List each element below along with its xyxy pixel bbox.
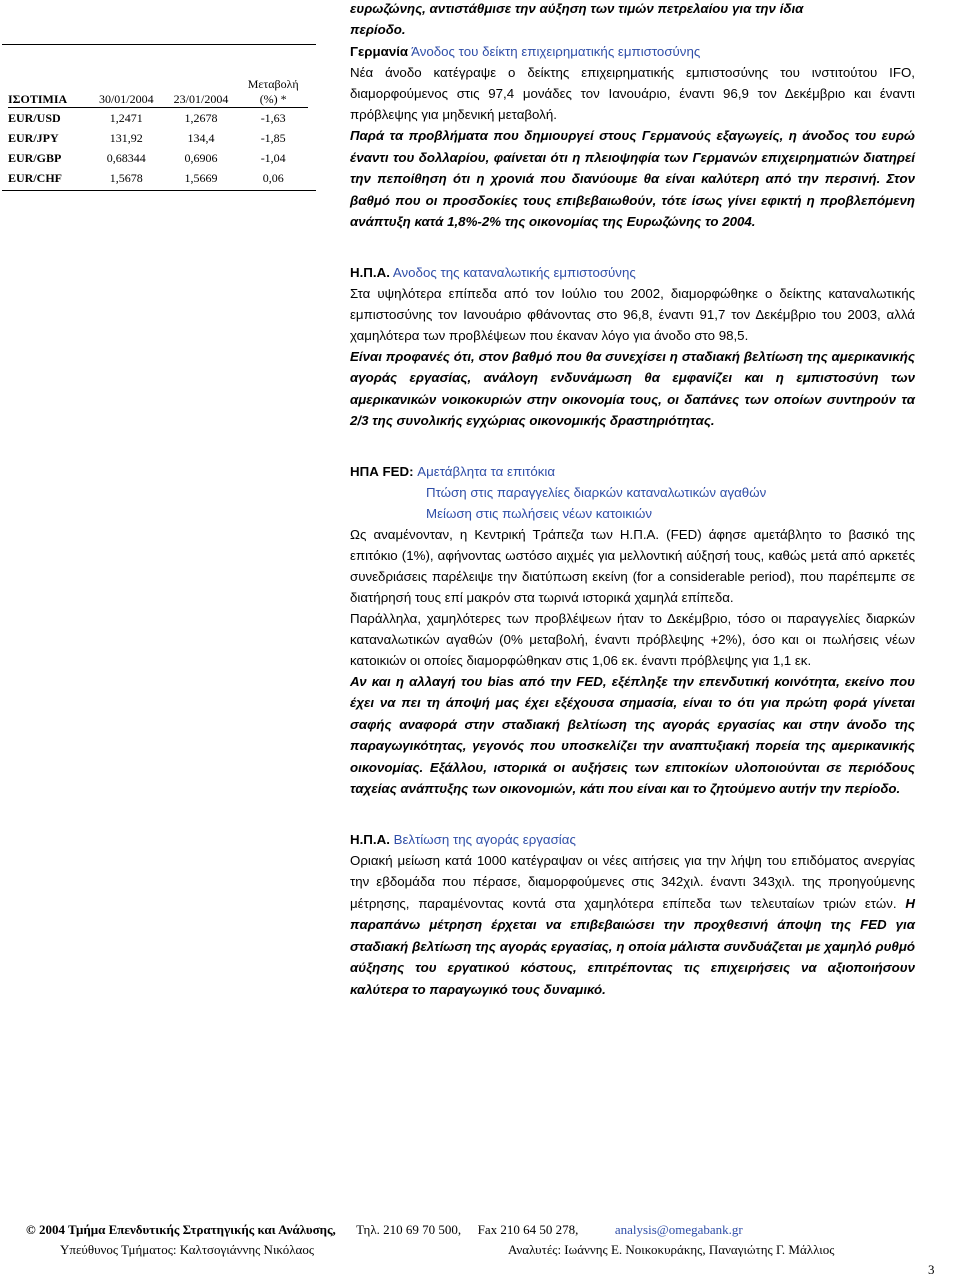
value-cell: 1,2471: [109, 110, 143, 125]
germany-heading: [350, 41, 915, 62]
pair-cell: EUR/JPY: [8, 130, 59, 145]
fx-rates-table: [8, 77, 308, 188]
usa-consumer-commentary: Είναι προφανές ότι, στον βαθμό που θα συνεχίσει η σταδιακή βελτίωση της αμερικανικής αγοράς εργασίας, ανάλογη ενδυνάμωση θα εμφανίζει και η εμπιστοσύνη των αμερικανικών νοικοκυριών στην οικονομία τους, οι δαπάνες των οποίων συντηρούν τα 2/3 της συνολικής εγχώριας οικονομικής δραστηριότητας.: [350, 348, 915, 428]
usa-fed-heading: [350, 461, 915, 482]
footer-copyright: © 2004 Τμήμα Επενδυτικής Στρατηγικής και Ανάλυσης,: [26, 1222, 336, 1237]
article-column: [350, 0, 915, 1000]
value-cell: 1,2678: [184, 110, 218, 125]
usa-consumer-heading: [350, 262, 915, 283]
usa-labor-heading: [350, 829, 915, 850]
usa-fed-label: ΗΠΑ FED:: [350, 463, 414, 479]
usa-consumer-headline: Ανοδος της καταναλωτικής εμπιστοσύνης: [392, 264, 636, 280]
value-cell: 134,4: [187, 130, 215, 145]
value-cell: 0,68344: [106, 150, 146, 165]
usa-consumer-body: Στα υψηλότερα επίπεδα από τον Ιούλιο του 2002, διαμορφώθηκε ο δείκτης καταναλωτικής εμπιστοσύνης τον Ιανουάριο φθάνοντας στο 96,8, έναντι 91,7 τον Δεκέμβριο του 2003, αλλά χαμηλότερα των προβλέψεων που έκαναν λόγο για άνοδο στο 98,5.: [350, 285, 915, 343]
change-cell: 0,06: [262, 170, 284, 185]
intro-line-1: ευρωζώνης, αντιστάθμισε την αύξηση των τιμών πετρελαίου για την ίδια: [350, 1, 804, 16]
usa-fed-body-1: Ως αναμένονταν, η Κεντρική Τράπεζα των Η.Π.Α. (FED) άφησε αμετάβλητο το βασικό της επιτόκιο (1%), αφήνοντας ωστόσο αιχμές για μελλοντική αύξησή τους, καθώς μετά από αρκετές συνεδριάσεις παρέλειψε την διατύπωση εκείνη (for a considerable period), που παρέπεμπε σε διατήρησή τους επί μακρόν στα τωρινά ιστορικά χαμηλά επίπεδα.: [350, 526, 915, 605]
pair-cell: EUR/CHF: [8, 170, 62, 185]
table-row: [8, 128, 308, 148]
footer-analysts: Αναλυτές: Ιωάννης Ε. Νοικοκυράκης, Παναγιώτης Γ. Μάλλιος: [508, 1242, 835, 1257]
usa-labor-commentary: Η παραπάνω μέτρηση έρχεται να επιβεβαιώσει την προχθεσινή άποψη της FED για σταδιακή βελτίωση της αγοράς εργασίας, η οποία μάλιστα συνδυάζεται με χαμηλό ρυθμό αύξησης του εργατικού κόστους, επιτρέποντας τις επιχειρήσεις να αξιοποιήσουν καλύτερα το παραγωγικό τους δυναμικό.: [350, 895, 915, 997]
usa-fed-commentary: Αν και η αλλαγή του bias από την FED, εξέπληξε την επενδυτική κοινότητα, εκείνο που έχει να πει τη άποψή μας έχει εξέχουσα σημασία, είναι το ότι για πρώτη φορά γίνεται σαφής αναφορά στην σταδιακή βελτίωση της αγοράς εργασίας και στην άνοδο της παραγωγικότητας, γεγονός που υποσκελίζει την αναπτυξιακή πορεία της αμερικανικής οικονομίας. Εξάλλου, ιστορικά οι αυξήσεις των επιτοκίων υλοποιούνται σε περιόδους ταχείας ανάπτυξης των οικονομιών, κάτι που είναι και το ζητούμενο αυτήν την περίοδο.: [350, 673, 915, 796]
usa-fed-headline-2: Πτώση στις παραγγελίες διαρκών καταναλωτικών αγαθών: [426, 484, 767, 500]
usa-fed-headline-1: Αμετάβλητα τα επιτόκια: [417, 463, 556, 479]
germany-body: Νέα άνοδο κατέγραψε ο δείκτης επιχειρηματικής εμπιστοσύνης του ινστιτούτου IFO, διαμορφούμενος στις 97,4 μονάδες τον Ιανουάριο, έναντι 96,9 τον Δεκέμβριο και έναντι πρόβλεψης για μηδενική μεταβολή.: [350, 65, 915, 122]
footer-fax: Fax 210 64 50 278,: [477, 1222, 579, 1237]
value-cell: 1,5678: [109, 170, 143, 185]
col-header-date2: 23/01/2004: [164, 77, 239, 108]
germany-commentary: Παρά τα προβλήματα που δημιουργεί στους Γερμανούς εξαγωγείς, η άνοδος του ευρώ έναντι του δολλαρίου, φαίνεται ότι η πλειοψηφία των Γερμανών επιχειρηματιών διατηρεί την πεποίθηση ότι η χρονιά που διανύουμε θα είναι καλύτερη από την περσινή. Στον βαθμό που οι προσδοκίες τους επιβεβαιωθούν, τότε ίσως γίνει εφικτή η προβλεπόμενη ανάπτυξη κατά 1,8%-2% της οικονομίας της Ευρωζώνης το 2004.: [350, 128, 915, 229]
pair-cell: EUR/GBP: [8, 150, 62, 165]
page-number: 3: [928, 1262, 935, 1277]
change-cell: -1,63: [260, 110, 286, 125]
col-header-date1: 30/01/2004: [89, 77, 164, 108]
footer-email-link[interactable]: analysis@omegabank.gr: [614, 1222, 743, 1237]
germany-label: Γερμανία: [350, 44, 409, 59]
col-header-change-line2: (%) *: [259, 92, 287, 106]
usa-labor-headline: Βελτίωση της αγοράς εργασίας: [393, 831, 576, 847]
usa-labor-body: Οριακή μείωση κατά 1000 κατέγραψαν οι νέες αιτήσεις για την λήψη του επιδόματος ανεργίας την εβδομάδα που πέρασε, διαμορφούμενες στις 342χιλ. έναντι 343χιλ. της προηγούμενης μέτρησης, παραμένοντας κοντά στα χαμηλότερα επίπεδα των τελευταίων τριών ετών.: [350, 852, 915, 911]
change-cell: -1,85: [260, 130, 286, 145]
footer-line-1: [26, 1222, 743, 1238]
value-cell: 0,6906: [184, 150, 218, 165]
germany-headline: Άνοδος του δείκτη επιχειρηματικής εμπιστοσύνης: [411, 44, 701, 59]
usa-fed-body-2: Παράλληλα, χαμηλότερες των προβλέψεων ήταν το Δεκέμβριο, τόσο οι παραγγελίες διαρκών καταναλωτικών αγαθών (0% μεταβολή, έναντι πρόβλεψης +2%), όσο και οι πωλήσεις νέων κατοικιών οι οποίες διαμορφώθηκαν στις 1,06 εκ. έναντι πρόβλεψης για 1,1 εκ.: [350, 610, 915, 668]
change-cell: -1,04: [260, 150, 286, 165]
usa-labor-paragraph: [350, 850, 915, 1001]
table-header-row: [8, 77, 308, 108]
value-cell: 131,92: [109, 130, 143, 145]
footer-phone: Τηλ. 210 69 70 500,: [356, 1222, 462, 1237]
table-row: [8, 148, 308, 168]
footer-head: Υπεύθυνος Τμήματος: Καλτσογιάννης Νικόλαος: [60, 1242, 314, 1257]
fx-rates-panel: [2, 44, 316, 191]
table-row: [8, 108, 308, 129]
table-row: [8, 168, 308, 188]
usa-labor-label: Η.Π.Α.: [350, 831, 390, 847]
pair-cell: EUR/USD: [8, 110, 61, 125]
usa-fed-headline-3: Μείωση στις πωλήσεις νέων κατοικιών: [426, 505, 653, 521]
intro-line-2: περίοδο.: [350, 22, 406, 37]
value-cell: 1,5669: [184, 170, 218, 185]
col-header-change: [238, 77, 308, 108]
usa-consumer-label: Η.Π.Α.: [350, 264, 390, 280]
col-header-change-line1: Μεταβολή: [247, 77, 299, 91]
col-header-pair: ΙΣΟΤΙΜΙΑ: [8, 77, 89, 108]
